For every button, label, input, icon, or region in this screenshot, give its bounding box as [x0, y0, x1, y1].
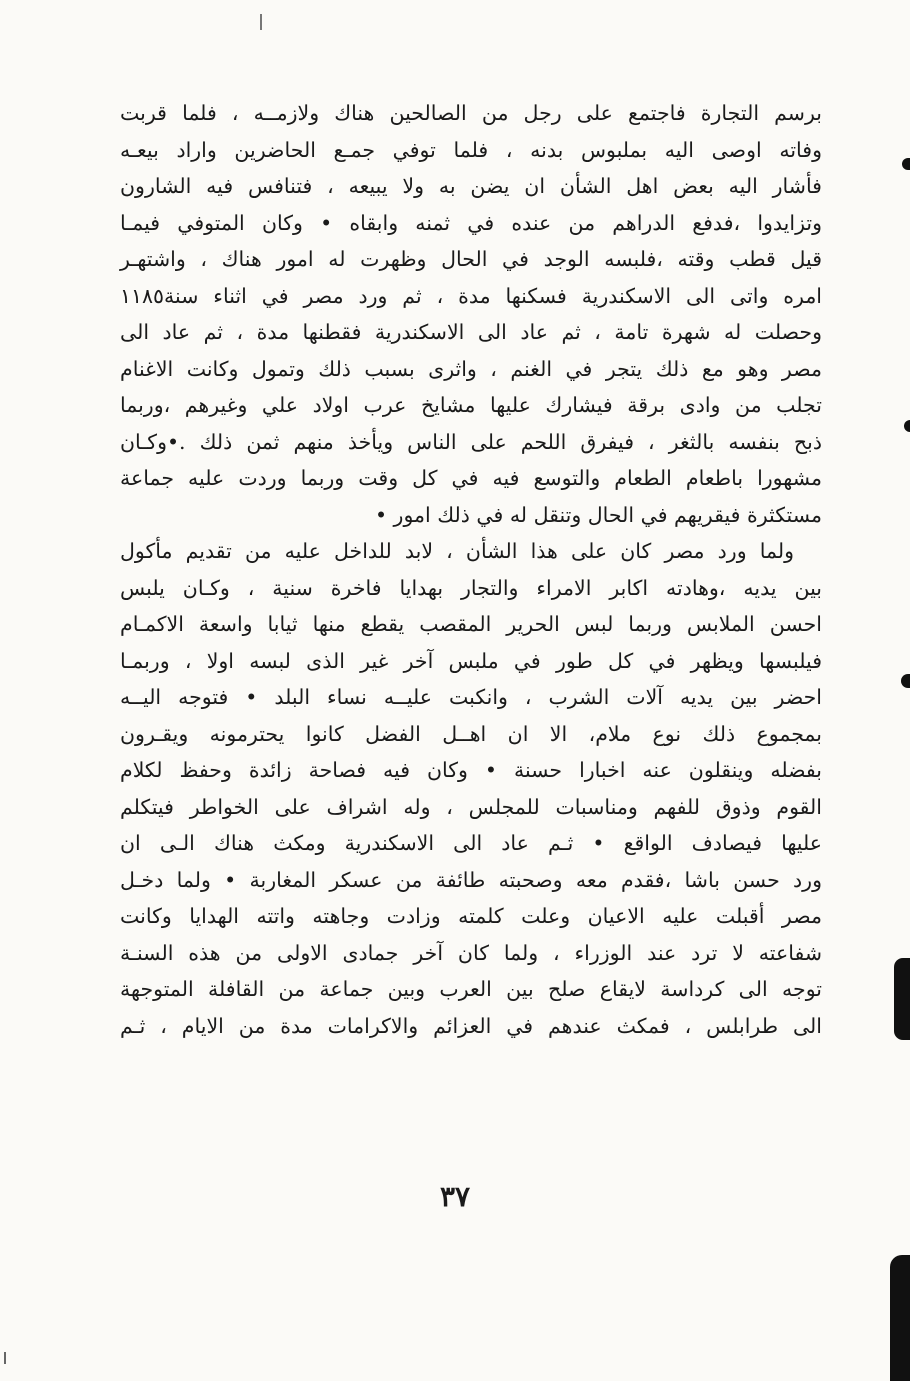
- binding-hole: [904, 420, 910, 432]
- text-line: مستكثرة فيقريهم في الحال وتنقل له في ذلك امور •: [374, 502, 822, 527]
- text-line: قيل قطب وقته ،فلبسه الوجد في الحال وظهرت له امور هناك ، واشتهـر: [120, 247, 822, 271]
- text-line: امره واتى الى الاسكندرية فسكنها مدة ، ثم ورد مصر في اثناء سنة١١٨٥: [120, 283, 822, 308]
- binding-hole: [902, 158, 910, 170]
- text-line: بمجموع ذلك نوع ملام، الا ان اهــل الفضل كانوا يحترمونه ويقـرون: [120, 721, 822, 746]
- text-line: برسم التجارة فاجتمع على رجل من الصالحين هناك ولازمــه ، فلما قربت: [120, 101, 822, 125]
- binding-hole: [890, 1255, 910, 1381]
- text-line: بين يديه ،وهادته اكابر الامراء والتجار بهدايا فاخرة سنية ، وكـان يلبس: [120, 575, 822, 600]
- text-line: مصر وهو مع ذلك يتجر في الغنم ، واثرى بسبب ذلك وتمول وكانت الاغنام: [120, 356, 822, 381]
- text-line: القوم وذوق للفهم ومناسبات للمجلس ، وله اشراف على الخواطر فيتكلم: [120, 794, 822, 819]
- body-text: [120, 95, 822, 1044]
- text-line: ولما ورد مصر كان على هذا الشأن ، لابد للداخل عليه من تقديم مأكول: [120, 539, 794, 563]
- scan-mark: [4, 1352, 6, 1364]
- text-line: تجلب من وادى برقة فيشارك عليها مشايخ عرب اولاد علي وغيرهم ،وربما: [120, 393, 822, 417]
- text-line: مشهورا باطعام الطعام والتوسع فيه في كل وقت وربما وردت عليه جماعة: [120, 466, 822, 490]
- text-line: شفاعته لا ترد عند الوزراء ، ولما كان آخر جمادى الاولى من هذه السنـة: [120, 940, 822, 965]
- text-line: وحصلت له شهرة تامة ، ثم عاد الى الاسكندرية فقطنها مدة ، ثم عاد الى: [120, 320, 822, 344]
- text-line: مصر أقبلت عليه الاعيان وعلت كلمته وزادت وجاهته واتته الهدايا وكانت: [120, 904, 822, 928]
- scan-mark: [260, 14, 262, 30]
- text-line: احضر بين يديه آلات الشرب ، وانكبت عليــه نساء البلد • فتوجه اليــه: [120, 685, 822, 709]
- text-line: وتزايدوا ،فدفع الدراهم من عنده في ثمنه وابقاه • وكان المتوفي فيمـا: [120, 210, 822, 235]
- page-number: ٣٧: [439, 1180, 471, 1213]
- text-line: ورد حسن باشا ،فقدم معه وصحبته طائفة من عسكر المغاربة • ولما دخـل: [120, 867, 822, 892]
- binding-hole: [894, 958, 910, 1040]
- text-line: الى طرابلس ، فمكث عندهم في العزائم والاكرامات مدة من الايام ، ثـم: [120, 1013, 822, 1038]
- text-line: عليها فيصادف الواقع • ثـم عاد الى الاسكندرية ومكث هناك الـى ان: [120, 831, 822, 855]
- text-line: فيلبسها ويظهر في كل طور في ملبس آخر غير الذى لبسه اولا ، وربمـا: [120, 648, 822, 673]
- text-line: توجه الى كرداسة لايقاع صلح بين العرب وبين جماعة من القافلة المتوجهة: [120, 977, 822, 1001]
- binding-hole: [901, 674, 910, 688]
- text-line: وفاته اوصى اليه بملبوس بدنه ، فلما توفي جمـع الحاضرين واراد بيعـه: [120, 137, 822, 162]
- text-line: ذبح بنفسه بالثغر ، فيفرق اللحم على الناس ويأخذ منهم ثمن ذلك .•وكـان: [120, 429, 822, 454]
- text-line: بفضله وينقلون عنه اخبارا حسنة • وكان فيه فصاحة زائدة وحفظ لكلام: [120, 758, 822, 782]
- text-line: احسن الملابس وربما لبس الحرير المقصب يقطع منها ثيابا واسعة الاكمـام: [120, 612, 822, 636]
- text-line: فأشار اليه بعض اهل الشأن ان يضن به ولا يبيعه ، فتنافس فيه الشارون: [120, 174, 822, 198]
